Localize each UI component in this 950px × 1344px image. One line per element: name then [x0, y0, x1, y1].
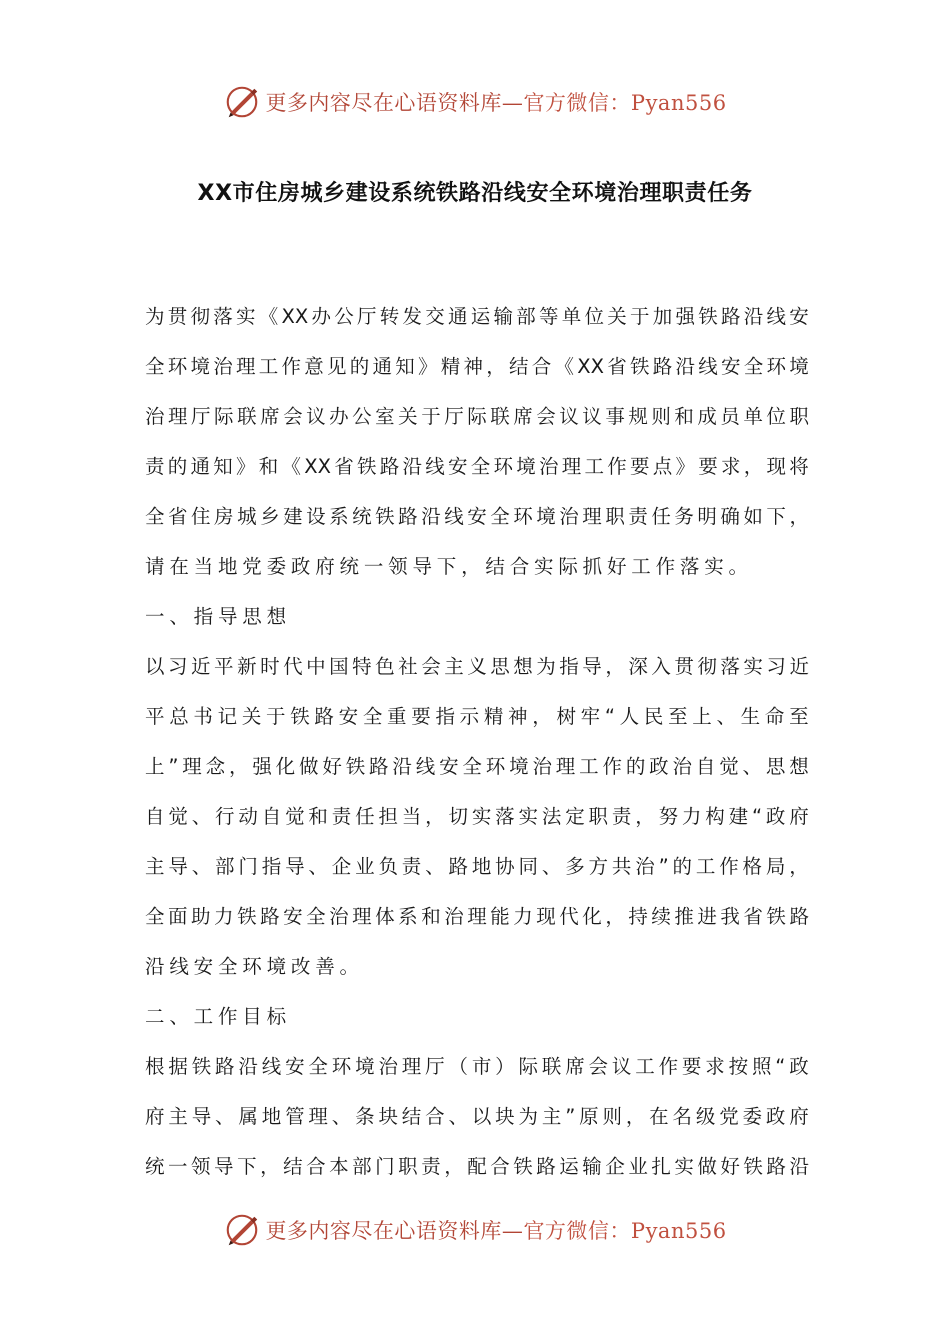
body-line: 沿 线 安 全 环 境 改 善 。 — [145, 955, 360, 978]
header-banner — [0, 80, 950, 124]
pen-logo-icon — [223, 1211, 261, 1249]
body-line: 二 、 工 作 目 标 — [145, 1005, 287, 1028]
body-line: 全 面 助 力 铁 路 安 全 治 理 体 系 和 治 理 能 力 现 代 化 ， 持 续 推 进 我 省 铁 路 — [145, 905, 809, 928]
footer-banner-wechat: 官方微信：Pyan556 — [523, 1219, 727, 1243]
footer-banner-text — [265, 1215, 726, 1245]
footer-banner-main: 更多内容尽在心语资料库— — [265, 1219, 524, 1243]
pen-logo-icon — [223, 83, 261, 121]
body-line: 自 觉 、 行 动 自 觉 和 责 任 担 当 ， 切 实 落 实 法 定 职 责 ， 努 力 构 建 “ 政 府 — [145, 805, 809, 828]
body-line: 治 理 厅 际 联 席 会 议 办 公 室 关 于 厅 际 联 席 会 议 议 事 规 则 和 成 员 单 位 职 — [145, 405, 809, 428]
body-line: 责 的 通 知 》 和 《 XX 省 铁 路 沿 线 安 全 环 境 治 理 工 作 要 点 》 要 求 ， 现 将 — [145, 455, 809, 478]
body-line: 请 在 当 地 党 委 政 府 统 一 领 导 下 ， 结 合 实 际 抓 好 工 作 落 实 。 — [145, 555, 749, 578]
body-line: 以 习 近 平 新 时 代 中 国 特 色 社 会 主 义 思 想 为 指 导 ， 深 入 贯 彻 落 实 习 近 — [145, 655, 809, 678]
body-line: 全 省 住 房 城 乡 建 设 系 统 铁 路 沿 线 安 全 环 境 治 理 职 责 任 务 明 确 如 下 ， — [145, 505, 809, 528]
body-line: 府 主 导 、 属 地 管 理 、 条 块 结 合 、 以 块 为 主 ” 原 则 ， 在 名 级 党 委 政 府 — [145, 1105, 809, 1128]
document-body — [145, 292, 809, 1192]
header-banner-wechat: 官方微信：Pyan556 — [523, 91, 727, 115]
document-title: XX市住房城乡建设系统铁路沿线安全环境治理职责任务 — [197, 181, 753, 206]
footer-banner — [0, 1208, 950, 1252]
body-line: 根 据 铁 路 沿 线 安 全 环 境 治 理 厅 （ 市 ） 际 联 席 会 议 工 作 要 求 按 照 “ 政 — [145, 1055, 809, 1078]
header-banner-text — [265, 87, 726, 117]
header-banner-main: 更多内容尽在心语资料库— — [265, 91, 524, 115]
body-line: 一 、 指 导 思 想 — [145, 605, 287, 628]
body-line: 上 ” 理 念 ， 强 化 做 好 铁 路 沿 线 安 全 环 境 治 理 工 作 的 政 治 自 觉 、 思 想 — [145, 755, 809, 778]
body-line: 为 贯 彻 落 实 《 XX 办 公 厅 转 发 交 通 运 输 部 等 单 位 关 于 加 强 铁 路 沿 线 安 — [145, 305, 809, 328]
body-line: 全 环 境 治 理 工 作 意 见 的 通 知 》 精 神 ， 结 合 《 XX 省 铁 路 沿 线 安 全 环 境 — [145, 355, 809, 378]
body-line: 主 导 、 部 门 指 导 、 企 业 负 责 、 路 地 协 同 、 多 方 共 治 ” 的 工 作 格 局 ， — [145, 855, 809, 878]
body-line: 平 总 书 记 关 于 铁 路 安 全 重 要 指 示 精 神 ， 树 牢 “ 人 民 至 上 、 生 命 至 — [145, 705, 809, 728]
body-line: 统 一 领 导 下 ， 结 合 本 部 门 职 责 ， 配 合 铁 路 运 输 企 业 扎 实 做 好 铁 路 沿 — [145, 1155, 809, 1178]
